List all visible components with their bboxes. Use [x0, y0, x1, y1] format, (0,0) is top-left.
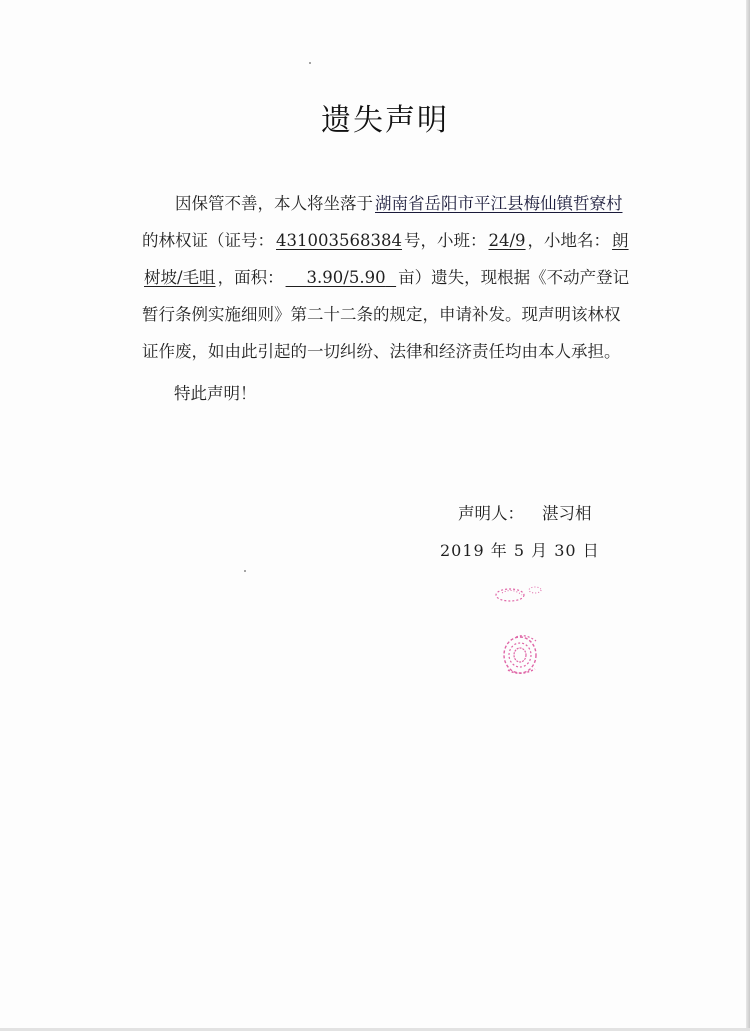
paragraph-line-4: 暂行条例实施细则》第二十二条的规定，申请补发。现声明该林权 — [142, 305, 621, 324]
declarant-name: 湛习相 — [542, 504, 592, 523]
line3-suffix: 亩）遗失，现根据《不动产登记 — [398, 268, 630, 287]
scan-speck — [244, 570, 246, 572]
paragraph-line-1 — [142, 185, 647, 222]
closing-text: 特此声明！ — [174, 384, 257, 403]
area-value: 3.90/5.90 — [306, 268, 386, 287]
place-name-field-part2: 树坡/毛咀 — [144, 268, 216, 287]
cert-number-field: 431003568384 — [276, 231, 402, 250]
paragraph-line-3 — [142, 259, 647, 296]
subcompartment-field: 24/9 — [488, 231, 526, 250]
location-field: 湖南省岳阳市平江县梅仙镇哲寮村 — [375, 194, 623, 213]
line2-mid: 号，小班： — [403, 231, 487, 250]
line2-mid2: ，小地名： — [527, 231, 611, 250]
statement-paragraph — [142, 185, 647, 222]
scan-edge — [746, 0, 750, 1031]
declarant — [458, 500, 592, 524]
page-title: 遗失声明 — [321, 103, 449, 138]
line3-mid: ，面积： — [217, 268, 284, 287]
fingerprint-stamp — [480, 575, 575, 695]
line1-prefix: 因保管不善，本人将坐落于 — [175, 194, 373, 213]
line2-prefix: 的林权证（证号： — [142, 231, 274, 250]
scan-speck — [309, 62, 311, 64]
paragraph-line-5: 证作废，如由此引起的一切纠纷、法律和经济责任均由本人承担。 — [142, 342, 621, 361]
place-name-field-part1: 朗 — [612, 231, 629, 250]
statement-date: 2019 年 5 月 30 日 — [440, 541, 600, 560]
area-field — [284, 268, 399, 287]
statement-body — [142, 185, 647, 370]
paragraph-line-2 — [142, 222, 647, 259]
declarant-label: 声明人： — [458, 504, 524, 523]
